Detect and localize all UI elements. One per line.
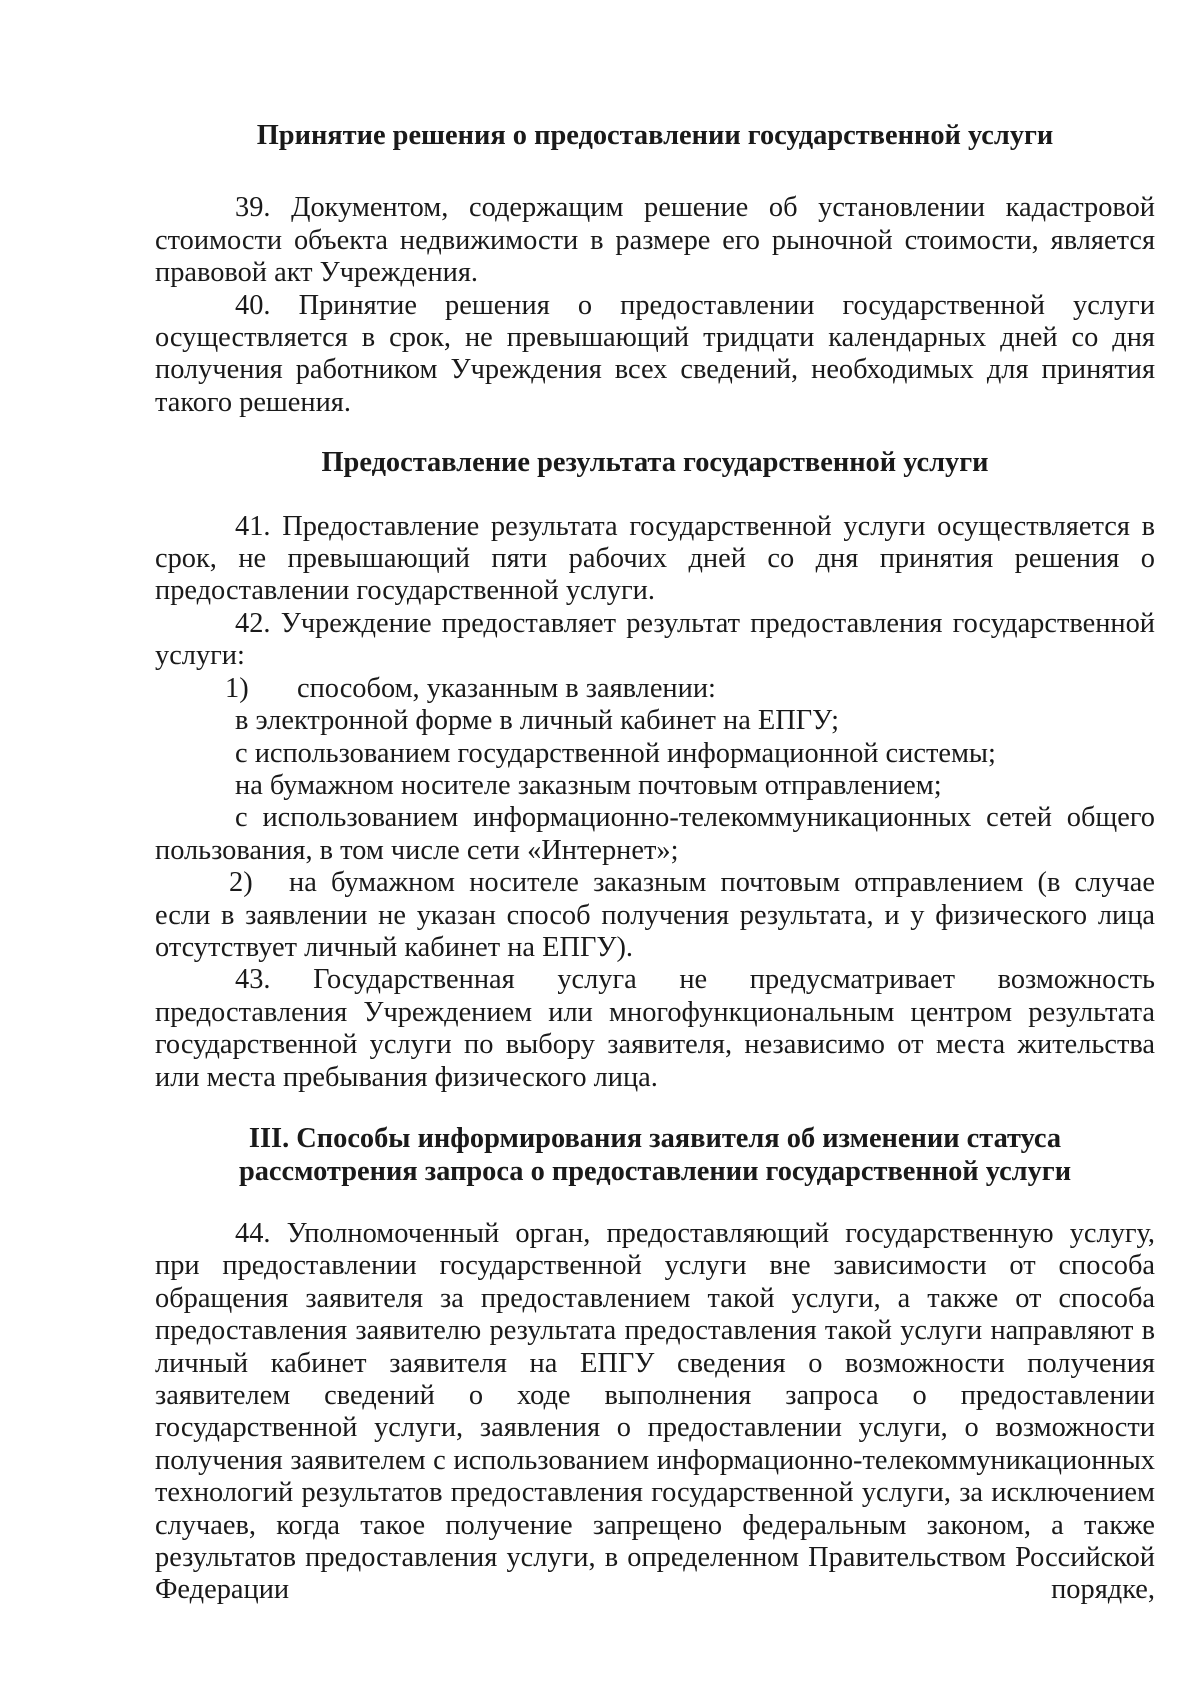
sub-item-internet: с использованием информационно-телекоммуникационных сетей общего пользования, в том числе сети «Интернет»;: [155, 802, 1155, 866]
paragraph-40: 40. Принятие решения о предоставлении государственной услуги осуществляется в срок, не превышающий тридцати календарных дней со дня получения работником Учреждения всех сведений, необходимых для принятия такого решения.: [155, 289, 1155, 418]
sub-item-gis: с использованием государственной информационной системы;: [235, 737, 996, 769]
list-item-text: способом, указанным в заявлении:: [297, 672, 716, 704]
list-item-1: [155, 673, 1155, 705]
section-heading-result: Предоставление результата государственной услуги: [321, 447, 989, 479]
paragraph-42: 42. Учреждение предоставляет результат предоставления государственной услуги:: [155, 607, 1155, 672]
section-heading-line: рассмотрения запроса о предоставлении государственной услуги: [238, 1155, 1072, 1187]
section-heading-line: III. Способы информирования заявителя об изменении статуса: [248, 1122, 1062, 1154]
sub-item-epgu: в электронной форме в личный кабинет на ЕПГУ;: [235, 705, 840, 737]
list-item-number: 1): [225, 672, 249, 704]
document-page: [155, 120, 1155, 1607]
section-heading-informing: [155, 1122, 1155, 1188]
list-item-text: на бумажном носителе заказным почтовым отправлением (в случае если в заявлении не указан способ получения результата, и у физического лица отсутствует личный кабинет на ЕПГУ).: [155, 867, 1155, 963]
list-item-number: 2): [229, 867, 253, 899]
paragraph-44: 44. Уполномоченный орган, предоставляющий государственную услугу, при предоставлении государственной услуги вне зависимости от способа обращения заявителя за предоставлением такой услуги, а также от способа предоставления заявителю результата предоставления такой услуги направляют в личный кабинет заявителя на ЕПГУ сведения о возможности получения заявителем сведений о ходе выполнения запроса о предоставлении государственной услуги, заявления о предоставлении услуги, о возможности получения заявителем с использованием информационно-телекоммуникационных технологий результатов предоставления государственной услуги, за исключением случаев, когда такое получение запрещено федеральным законом, а также результатов предоставления услуги, в определенном Правительством Российской Федерации порядке,: [155, 1217, 1155, 1606]
paragraph-41: 41. Предоставление результата государственной услуги осуществляется в срок, не превышающий пяти рабочих дней со дня принятия решения о предоставлении государственной услуги.: [155, 510, 1155, 607]
paragraph-39: 39. Документом, содержащим решение об установлении кадастровой стоимости объекта недвижимости в размере его рыночной стоимости, является правовой акт Учреждения.: [155, 192, 1155, 289]
section-heading-decision: Принятие решения о предоставлении государственной услуги: [256, 120, 1054, 151]
paragraph-43: 43. Государственная услуга не предусматривает возможность предоставления Учреждением или многофункциональным центром результата государственной услуги по выбору заявителя, независимо от места жительства или места пребывания физического лица.: [155, 964, 1155, 1093]
list-item-2: [155, 867, 1155, 964]
sub-item-mail: на бумажном носителе заказным почтовым отправлением;: [235, 769, 942, 801]
